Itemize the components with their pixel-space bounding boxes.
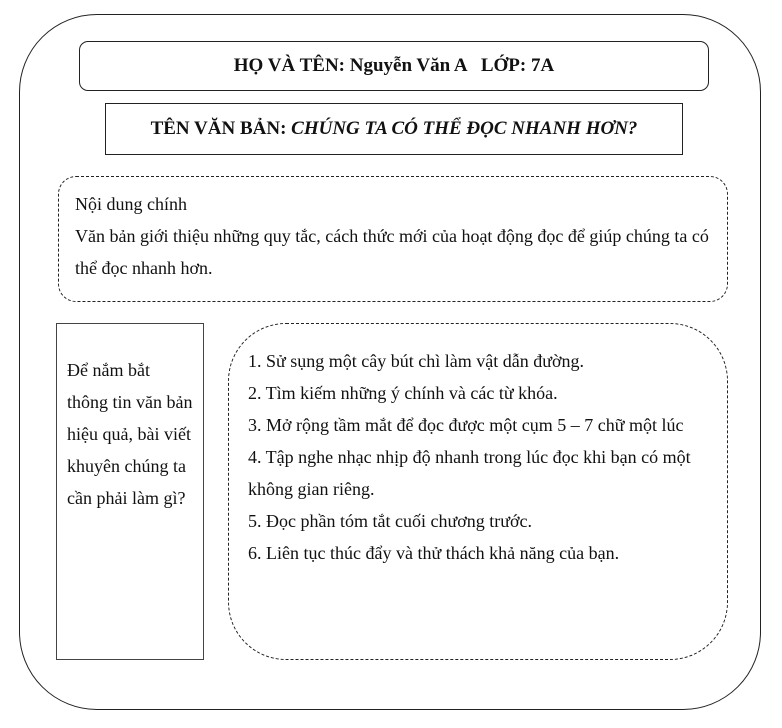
steps-box bbox=[228, 323, 728, 660]
student-info-text: HỌ VÀ TÊN: Nguyễn Văn A LỚP: 7A bbox=[233, 55, 555, 76]
text-title-label: TÊN VĂN BẢN: bbox=[150, 118, 292, 139]
step-item: 4. Tập nghe nhạc nhịp độ nhanh trong lúc đọc khi bạn có một không gian riêng. bbox=[248, 447, 691, 499]
step-item: 3. Mở rộng tầm mắt để đọc được một cụm 5 – 7 chữ một lúc bbox=[248, 415, 684, 435]
step-item: 5. Đọc phần tóm tắt cuối chương trước. bbox=[248, 511, 532, 531]
main-content-body: Văn bản giới thiệu những quy tắc, cách thức mới của hoạt động đọc để giúp chúng ta có thể đọc nhanh hơn. bbox=[75, 226, 709, 278]
step-item: 1. Sử sụng một cây bút chì làm vật dẫn đường. bbox=[248, 351, 584, 371]
question-text: Để nắm bắt thông tin văn bản hiệu quả, bài viết khuyên chúng ta cần phải làm gì? bbox=[67, 360, 193, 508]
question-box bbox=[56, 323, 204, 660]
text-title-box bbox=[105, 103, 683, 155]
step-item: 2. Tìm kiếm những ý chính và các từ khóa. bbox=[248, 383, 558, 403]
main-content-heading: Nội dung chính bbox=[75, 194, 187, 214]
student-info-box bbox=[79, 41, 709, 91]
text-title: CHÚNG TA CÓ THỂ ĐỌC NHANH HƠN? bbox=[291, 118, 638, 139]
step-item: 6. Liên tục thúc đẩy và thử thách khả năng của bạn. bbox=[248, 543, 620, 563]
main-content-box bbox=[58, 176, 728, 302]
